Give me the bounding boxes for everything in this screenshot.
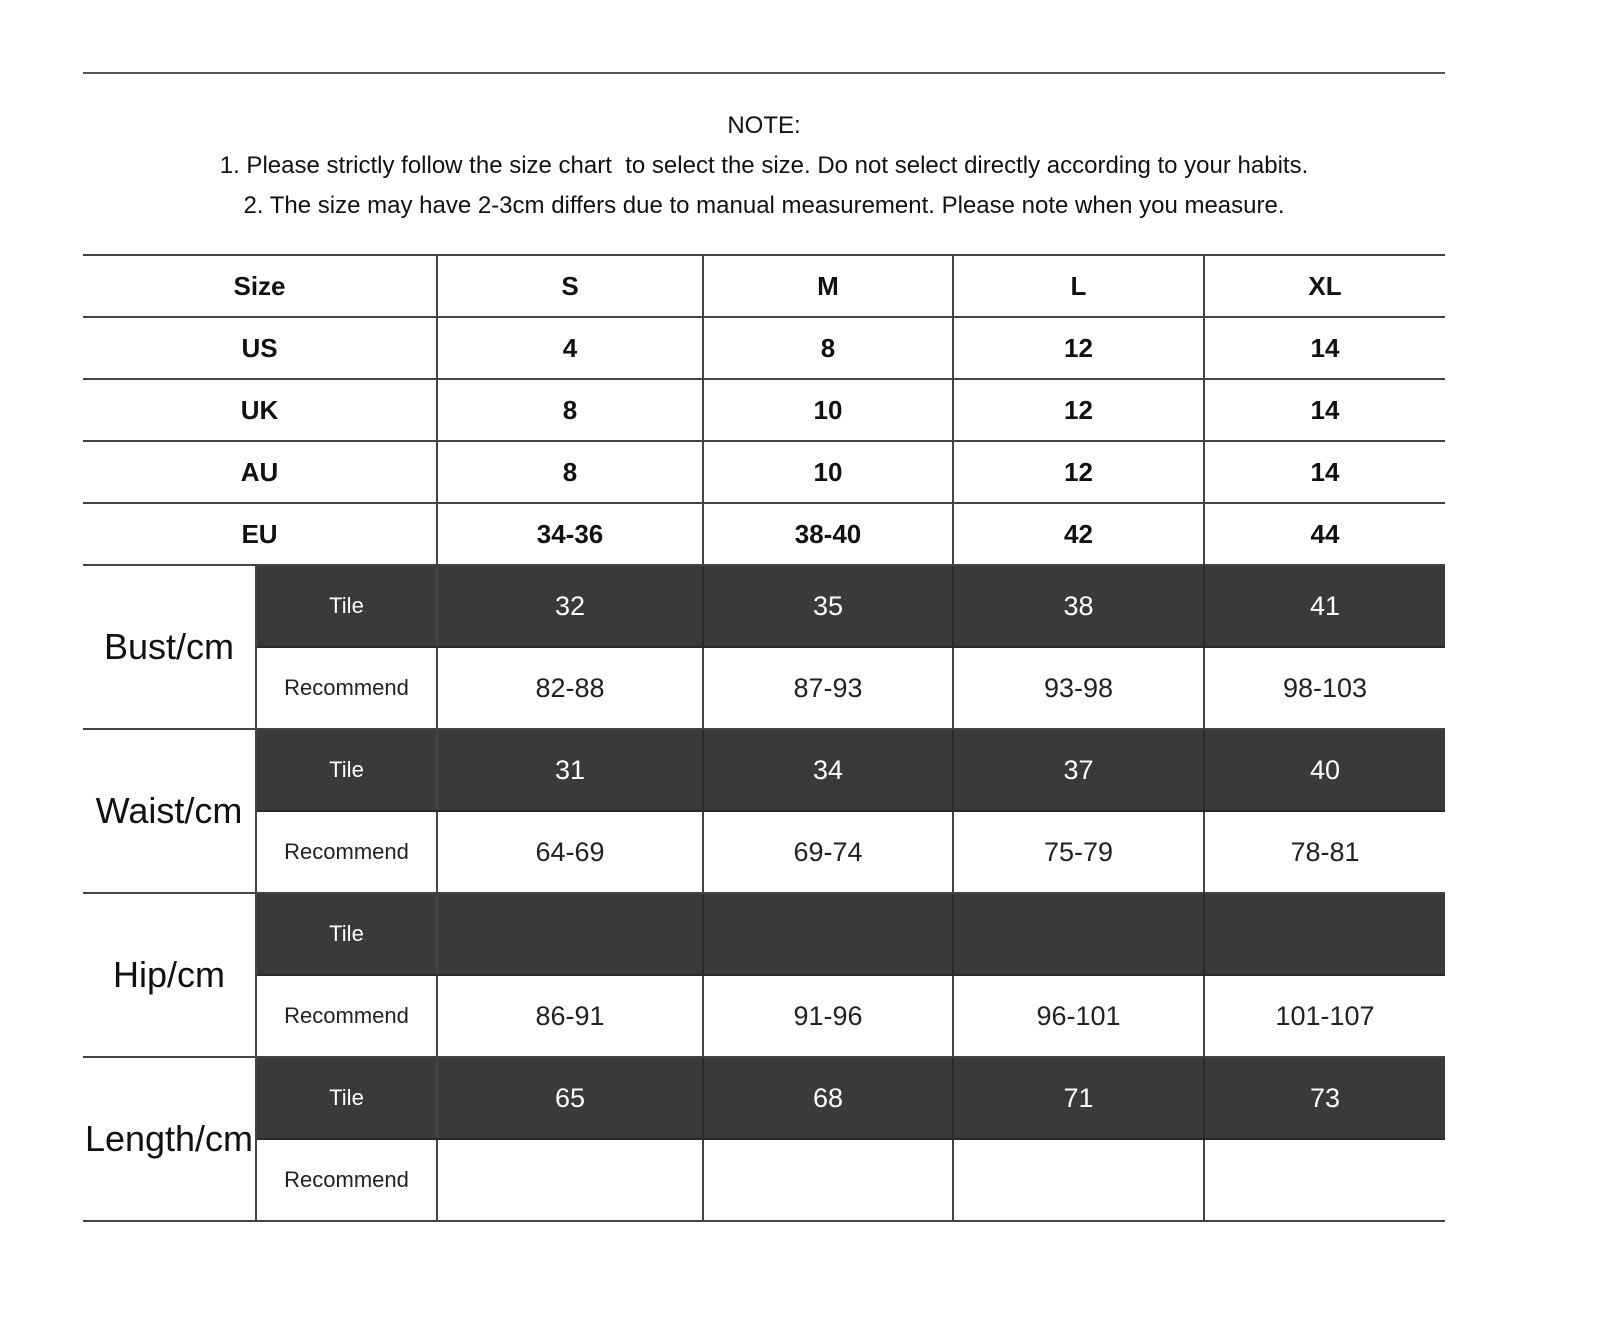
size-header-s: S [437,255,703,317]
size-header-xl: XL [1204,255,1445,317]
region-value: 10 [703,379,953,441]
recommend-label: Recommend [256,811,437,893]
tile-value [953,893,1204,975]
tile-value: 37 [953,729,1204,811]
recommend-value: 78-81 [1204,811,1445,893]
region-label: EU [83,503,437,565]
hip-tile-row [83,893,1445,975]
recommend-value: 82-88 [437,647,703,729]
recommend-value: 75-79 [953,811,1204,893]
tile-value [1204,893,1445,975]
region-value: 44 [1204,503,1445,565]
waist-tile-row [83,729,1445,811]
region-value: 14 [1204,441,1445,503]
tile-value [703,893,953,975]
note-title: NOTE: [727,112,801,139]
tile-value [437,893,703,975]
recommend-value [437,1139,703,1221]
recommend-value: 91-96 [703,975,953,1057]
tile-value: 38 [953,565,1204,647]
size-header-row [83,255,1445,317]
tile-value: 71 [953,1057,1204,1139]
hip-recommend-row [83,975,1445,1057]
region-value: 14 [1204,317,1445,379]
hip-label: Hip/cm [83,893,256,1057]
region-value: 42 [953,503,1204,565]
length-tile-row [83,1057,1445,1139]
recommend-value: 101-107 [1204,975,1445,1057]
recommend-value: 86-91 [437,975,703,1057]
waist-label: Waist/cm [83,729,256,893]
region-value: 8 [703,317,953,379]
recommend-value: 96-101 [953,975,1204,1057]
length-recommend-row [83,1139,1445,1221]
region-value: 12 [953,379,1204,441]
size-chart-table [83,254,1445,1222]
tile-value: 68 [703,1057,953,1139]
bust-label: Bust/cm [83,565,256,729]
length-label: Length/cm [83,1057,256,1221]
region-row-au [83,441,1445,503]
recommend-label: Recommend [256,975,437,1057]
region-value: 38-40 [703,503,953,565]
recommend-value: 64-69 [437,811,703,893]
tile-label: Tile [256,1057,437,1139]
top-divider [83,72,1445,74]
region-row-uk [83,379,1445,441]
note-block [83,106,1445,226]
tile-value: 35 [703,565,953,647]
recommend-value: 87-93 [703,647,953,729]
tile-label: Tile [256,893,437,975]
tile-value: 65 [437,1057,703,1139]
tile-value: 41 [1204,565,1445,647]
bust-tile-row [83,565,1445,647]
recommend-value: 98-103 [1204,647,1445,729]
recommend-label: Recommend [256,647,437,729]
recommend-value [1204,1139,1445,1221]
region-value: 8 [437,379,703,441]
recommend-label: Recommend [256,1139,437,1221]
region-value: 4 [437,317,703,379]
size-header-label: Size [83,255,437,317]
region-label: US [83,317,437,379]
region-value: 14 [1204,379,1445,441]
region-label: UK [83,379,437,441]
size-header-m: M [703,255,953,317]
recommend-value [953,1139,1204,1221]
recommend-value [703,1139,953,1221]
tile-label: Tile [256,565,437,647]
tile-value: 32 [437,565,703,647]
bust-recommend-row [83,647,1445,729]
tile-value: 31 [437,729,703,811]
region-value: 10 [703,441,953,503]
region-label: AU [83,441,437,503]
tile-value: 34 [703,729,953,811]
tile-value: 73 [1204,1057,1445,1139]
region-value: 8 [437,441,703,503]
size-header-l: L [953,255,1204,317]
recommend-value: 69-74 [703,811,953,893]
region-row-us [83,317,1445,379]
recommend-value: 93-98 [953,647,1204,729]
region-value: 34-36 [437,503,703,565]
note-line-1: 1. Please strictly follow the size chart to select the size. Do not select directly according to your habits. [219,152,1309,179]
region-value: 12 [953,441,1204,503]
tile-value: 40 [1204,729,1445,811]
tile-label: Tile [256,729,437,811]
note-line-2: 2. The size may have 2-3cm differs due to manual measurement. Please note when you measure. [243,192,1285,219]
waist-recommend-row [83,811,1445,893]
region-value: 12 [953,317,1204,379]
region-row-eu [83,503,1445,565]
